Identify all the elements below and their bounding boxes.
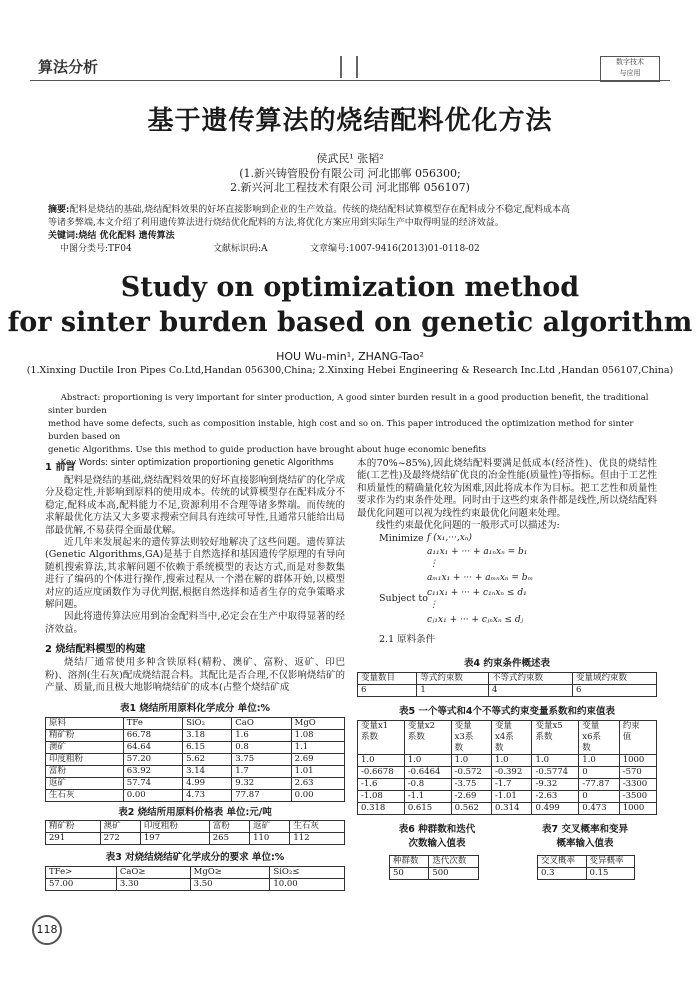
table6-caption-1: 表6 种群数和迭代 bbox=[398, 824, 476, 836]
table-row bbox=[538, 868, 635, 880]
table-cell: 变量 x6系 数 bbox=[579, 721, 619, 755]
affiliation-1: (1.新兴铸管股份有限公司 河北邯郸 056300; bbox=[239, 167, 461, 180]
table-cell: 交叉概率 bbox=[538, 856, 587, 868]
table-cell: 0.314 bbox=[492, 803, 532, 815]
table-cell: 6.15 bbox=[183, 741, 232, 753]
abstract-cn-line2: 等诸多弊端,本文介绍了利用遗传算法进行烧结优化配料的方法,将优化方案应用到实际生产中取得明显的经济效益。 bbox=[48, 218, 504, 228]
table-header-row bbox=[538, 856, 635, 868]
table-row bbox=[46, 789, 345, 801]
table-cell: -0.8 bbox=[404, 779, 451, 791]
table-cell: 印度粗粉 bbox=[46, 753, 124, 765]
table-cell: 富粉 bbox=[209, 820, 249, 832]
table-cell: 澳矿 bbox=[100, 820, 140, 832]
table-cell: TFe bbox=[123, 717, 182, 729]
subsection-2-1: 2.1 原料条件 bbox=[379, 634, 436, 646]
small-tables bbox=[357, 821, 657, 891]
table-cell: 272 bbox=[100, 832, 140, 844]
section-title: 算法分析 bbox=[38, 58, 99, 76]
table-6-block bbox=[377, 821, 497, 880]
table-cell: 63.92 bbox=[123, 765, 182, 777]
keywords-cn: 关键词:烧结 优化配料 遗传算法 bbox=[48, 231, 175, 241]
table-cell: -3500 bbox=[619, 791, 656, 803]
table-cell: 富粉 bbox=[46, 765, 124, 777]
abstract-cn bbox=[48, 204, 658, 256]
right-paragraph-1: 本的70%~85%),因此烧结配料要满足低成本(经济性)、优良的烧结性能(工艺性)及最终烧结矿优良的冶金性能(质量性)等指标。但由于工艺性和质量性的精确量化较为困难,因此将成本作为目标。把工艺性和质量性要求作为约束条件处理。同时由于这些约束条件都是线性,所以烧结配料最优化问题可以视为线性约束最优化问题来处理。 bbox=[357, 458, 657, 519]
left-column bbox=[45, 458, 345, 891]
table-cell: 印度粗粉 bbox=[140, 820, 209, 832]
table-2 bbox=[45, 820, 345, 845]
table-cell: 1000 bbox=[619, 803, 656, 815]
table-cell: -9.32 bbox=[532, 779, 579, 791]
table-cell: -77.87 bbox=[579, 779, 619, 791]
table-cell: -1.6 bbox=[358, 779, 405, 791]
vdots: ⋮ bbox=[429, 559, 438, 570]
table-cell: 77.87 bbox=[232, 789, 291, 801]
table-cell: 变异概率 bbox=[586, 856, 635, 868]
table-cell: -3.75 bbox=[451, 779, 491, 791]
table-cell: 265 bbox=[209, 832, 249, 844]
header-divider bbox=[340, 56, 358, 78]
table-cell: 约束 值 bbox=[619, 721, 656, 755]
table-cell: -3300 bbox=[619, 779, 656, 791]
english-authors: HOU Wu-min¹, ZHANG-Tao² bbox=[276, 350, 424, 363]
table-cell: 64.64 bbox=[123, 741, 182, 753]
table-7 bbox=[537, 855, 635, 880]
abstract-en-line1: Abstract: proportioning is very important for sinter production, A good sinter burden result in a good production benefit, the traditional sinter burden bbox=[48, 393, 649, 416]
abstract-label: 摘要: bbox=[48, 205, 70, 215]
table-cell: 0.00 bbox=[123, 789, 182, 801]
table-cell: 1.01 bbox=[291, 765, 344, 777]
table-cell: 0.562 bbox=[451, 803, 491, 815]
table-cell: 1.1 bbox=[291, 741, 344, 753]
table-row bbox=[358, 767, 657, 779]
table-cell: 1.6 bbox=[232, 729, 291, 741]
inequality-constraint-1: c₁₁x₁ + ··· + c₁ₙxₙ ≤ d₁ bbox=[427, 588, 527, 599]
table-cell: 0.473 bbox=[579, 803, 619, 815]
header-rule bbox=[30, 80, 670, 81]
table-cell: 1.0 bbox=[451, 755, 491, 767]
table7-caption-1: 表7 交叉概率和变异 bbox=[542, 824, 628, 836]
table-cell: 1.7 bbox=[232, 765, 291, 777]
clc-number: 中图分类号:TF04 bbox=[60, 244, 132, 254]
table-cell: 0.499 bbox=[532, 803, 579, 815]
keywords-en: Key Words: sinter optimization proportioning genetic Algorithms bbox=[60, 458, 334, 468]
english-affiliation: (1.Xinxing Ductile Iron Pipes Co.Ltd,Handan 056300,China; 2.Xinxing Hebei Engineering & Research Inc.Ltd ,Handan 056107,China) bbox=[26, 365, 674, 376]
table-cell: -570 bbox=[619, 767, 656, 779]
table-cell: 变量x5 系数 bbox=[532, 721, 579, 755]
section-1-heading: 1 前言 bbox=[45, 462, 76, 473]
right-column bbox=[357, 458, 657, 891]
lp-formulation bbox=[357, 533, 657, 645]
table-cell: 种群数 bbox=[390, 856, 429, 868]
table-cell: 3.75 bbox=[232, 753, 291, 765]
table-cell: 197 bbox=[140, 832, 209, 844]
table-cell: 0 bbox=[579, 791, 619, 803]
table-cell: 变量 x3系 数 bbox=[451, 721, 491, 755]
table-cell: 等式约束数 bbox=[417, 673, 489, 685]
table-cell: TFe> bbox=[46, 866, 117, 878]
table-row bbox=[46, 832, 345, 844]
english-title-line2: for sinter burden based on genetic algorithm bbox=[7, 307, 693, 338]
table-cell: 57.74 bbox=[123, 777, 182, 789]
table-cell: 0 bbox=[579, 767, 619, 779]
table-cell: -1.1 bbox=[404, 791, 451, 803]
table-cell: -2.63 bbox=[532, 791, 579, 803]
minimize-label: Minimize bbox=[379, 533, 424, 545]
brand-line-2: 与应用 bbox=[619, 69, 641, 77]
table-row bbox=[390, 868, 479, 880]
table-cell: 112 bbox=[290, 832, 345, 844]
table-3 bbox=[45, 866, 345, 891]
table-cell: 3.30 bbox=[116, 878, 190, 890]
subject-to-label: Subject to bbox=[379, 593, 428, 605]
page-number: 118 bbox=[36, 923, 58, 936]
sec2-paragraph-1: 烧结厂通常使用多种含铁原料(精粉、澳矿、富粉、返矿、印巴粉)、溶剂(生石灰)配成烧结混合料。其配比是否合理,不仅影响烧结矿的产量、质量,而且极大地影响烧结矿的成本(占整个烧结矿成 bbox=[45, 657, 345, 694]
affiliation-2: 2.新兴河北工程技术有限公司 河北邯郸 056107) bbox=[230, 181, 470, 194]
brand-line-1: 数字技术 bbox=[616, 58, 644, 66]
table-cell: 变量 x4系 数 bbox=[492, 721, 532, 755]
table6-caption-2: 次数输入值表 bbox=[408, 838, 466, 850]
table-cell: 澳矿 bbox=[46, 741, 124, 753]
table-row bbox=[46, 741, 345, 753]
table-cell: 1.08 bbox=[291, 729, 344, 741]
table-cell: 变量x1 系数 bbox=[358, 721, 405, 755]
table-header-row bbox=[46, 820, 345, 832]
table-cell: 4.73 bbox=[183, 789, 232, 801]
table-cell: MgO≥ bbox=[190, 866, 270, 878]
english-title-line1: Study on optimization method bbox=[120, 272, 580, 303]
table-cell: 500 bbox=[429, 868, 479, 880]
table-cell: 1.0 bbox=[492, 755, 532, 767]
table-row bbox=[358, 685, 657, 697]
table-cell: -1.01 bbox=[492, 791, 532, 803]
table-cell: 57.00 bbox=[46, 878, 117, 890]
table-row bbox=[46, 777, 345, 789]
table-cell: 0.615 bbox=[404, 803, 451, 815]
table-cell: 原料 bbox=[46, 717, 124, 729]
table-1 bbox=[45, 717, 345, 802]
sec1-paragraph-3: 因此将遗传算法应用到冶金配料当中,必定会在生产中取得显著的经济效益。 bbox=[45, 611, 345, 635]
table-7-block bbox=[525, 821, 645, 880]
table-cell: -0.572 bbox=[451, 767, 491, 779]
table-cell: SiO₂ bbox=[183, 717, 232, 729]
table-cell: -0.392 bbox=[492, 767, 532, 779]
table-header-row bbox=[358, 673, 657, 685]
table-row bbox=[358, 755, 657, 767]
table-cell: 精矿粉 bbox=[46, 729, 124, 741]
table1-caption: 表1 烧结所用原料化学成分 单位:% bbox=[119, 702, 271, 714]
table-cell: 2.69 bbox=[291, 753, 344, 765]
table-cell: 1.0 bbox=[358, 755, 405, 767]
table-cell: -0.6464 bbox=[404, 767, 451, 779]
table-cell: 生石灰 bbox=[290, 820, 345, 832]
table-cell: 291 bbox=[46, 832, 101, 844]
table-cell: 1 bbox=[417, 685, 489, 697]
table-cell: 生石灰 bbox=[46, 789, 124, 801]
table-cell: 110 bbox=[250, 832, 290, 844]
paper-title: 基于遗传算法的烧结配料优化方法 bbox=[147, 106, 553, 136]
objective-function: f (x₁,···,xₙ) bbox=[427, 533, 472, 544]
table-cell: 4 bbox=[489, 685, 573, 697]
table-row bbox=[46, 765, 345, 777]
table-cell: 1.0 bbox=[532, 755, 579, 767]
equality-constraint-1: a₁₁x₁ + ··· + a₁ₙxₙ = b₁ bbox=[427, 547, 528, 558]
table-cell: 6 bbox=[573, 685, 657, 697]
table-cell: 返矿 bbox=[46, 777, 124, 789]
table-row bbox=[358, 791, 657, 803]
table-cell: 返矿 bbox=[250, 820, 290, 832]
table-cell: 1.0 bbox=[404, 755, 451, 767]
table-cell: 10.00 bbox=[270, 878, 345, 890]
vdots: ⋮ bbox=[429, 600, 438, 611]
table-cell: 1.0 bbox=[579, 755, 619, 767]
abstract-en-line2: method have some defects, such as composition instable, high cost and so on. This paper introduced the optimization method for sinter burden based on bbox=[48, 419, 634, 442]
table-cell: CaO bbox=[232, 717, 291, 729]
table-cell: MgO bbox=[291, 717, 344, 729]
table-cell: 变量x2 系数 bbox=[404, 721, 451, 755]
table-cell: CaO≥ bbox=[116, 866, 190, 878]
table-cell: 0.8 bbox=[232, 741, 291, 753]
page-number-badge bbox=[32, 915, 62, 945]
inequality-constraint-j: cⱼ₁x₁ + ··· + cⱼₙxₙ ≤ dⱼ bbox=[427, 615, 524, 626]
table-row bbox=[358, 803, 657, 815]
table-cell: 0.15 bbox=[586, 868, 635, 880]
table-row bbox=[46, 729, 345, 741]
table-cell: -2.69 bbox=[451, 791, 491, 803]
table-cell: 50 bbox=[390, 868, 429, 880]
table-cell: SiO₂≤ bbox=[270, 866, 345, 878]
table-cell: 1000 bbox=[619, 755, 656, 767]
abstract-en-line3: genetic Algorithms. Use this method to guide production have brought about huge economic benefits bbox=[48, 445, 487, 455]
table-cell: 3.18 bbox=[183, 729, 232, 741]
table-cell: 4.99 bbox=[183, 777, 232, 789]
table-cell: -1.08 bbox=[358, 791, 405, 803]
table-cell: 变量域约束数 bbox=[573, 673, 657, 685]
table-cell: -0.5774 bbox=[532, 767, 579, 779]
table-4 bbox=[357, 672, 657, 697]
table-cell: 5.62 bbox=[183, 753, 232, 765]
table-cell: 变量数目 bbox=[358, 673, 417, 685]
doc-code: 文献标识码:A bbox=[213, 244, 268, 254]
table-header-row bbox=[390, 856, 479, 868]
table-cell: 0.00 bbox=[291, 789, 344, 801]
table-header-row bbox=[358, 721, 657, 755]
table-cell: 迭代次数 bbox=[429, 856, 479, 868]
table-cell: 0.3 bbox=[538, 868, 587, 880]
table5-caption: 表5 一个等式和4个不等式约束变量系数和约束值表 bbox=[398, 706, 616, 718]
table-header-row bbox=[46, 717, 345, 729]
table-cell: 66.78 bbox=[123, 729, 182, 741]
table-cell: 3.14 bbox=[183, 765, 232, 777]
table-cell: 2.63 bbox=[291, 777, 344, 789]
table3-caption: 表3 对烧结烧结矿化学成分的要求 单位:% bbox=[105, 851, 285, 863]
table-cell: 9.32 bbox=[232, 777, 291, 789]
table-5 bbox=[357, 720, 657, 815]
authors: 侯武民¹ 张韬² bbox=[316, 152, 384, 165]
equality-constraint-m: aₘ₁x₁ + ··· + aₘₙxₙ = bₘ bbox=[427, 573, 534, 584]
section-2-heading: 2 烧结配料模型的构建 bbox=[45, 644, 146, 656]
table-cell: 精矿粉 bbox=[46, 820, 101, 832]
table-cell: 6 bbox=[358, 685, 417, 697]
table-cell: 57.20 bbox=[123, 753, 182, 765]
table-cell: 不等式约束数 bbox=[489, 673, 573, 685]
table-cell: -0.6678 bbox=[358, 767, 405, 779]
table2-caption: 表2 烧结所用原料价格表 单位:元/吨 bbox=[118, 806, 272, 818]
table7-caption-2: 概率输入值表 bbox=[556, 838, 614, 850]
table-row bbox=[46, 878, 345, 890]
table4-caption: 表4 约束条件概述表 bbox=[464, 658, 550, 670]
journal-logo bbox=[600, 56, 660, 82]
table-row bbox=[46, 753, 345, 765]
table-row bbox=[358, 779, 657, 791]
sec1-paragraph-2: 近几年来发展起来的遗传算法则较好地解决了这些问题。遗传算法(Genetic Algorithms,GA)是基于自然选择和基因遗传学原理的有导向随机搜索算法,其求解问题不依赖于系统模型的表达方式,而是对参数集进行了编码的个体进行操作,搜索过程从一个潜在解的群体开始,以模型对应的适应度函数作为寻优判据,根据自然选择和适者生存的竞争策略求解问题。 bbox=[45, 537, 345, 611]
article-number: 文章编号:1007-9416(2013)01-0118-02 bbox=[310, 244, 480, 254]
right-paragraph-2: 线性约束最优化问题的一般形式可以描述为: bbox=[376, 520, 560, 532]
table-cell: 3.50 bbox=[190, 878, 270, 890]
table-header-row bbox=[46, 866, 345, 878]
table-cell: -1.7 bbox=[492, 779, 532, 791]
abstract-cn-line1: 配料是烧结的基础,烧结配料效果的好坏直接影响到企业的生产效益。传统的烧结配料试算模型存在配料成分不稳定,配料成本高 bbox=[69, 205, 571, 215]
table-cell: 0.318 bbox=[358, 803, 405, 815]
sec1-paragraph-1: 配料是烧结的基础,烧结配料效果的好坏直接影响到烧结矿的化学成分及稳定性,并影响到原料的使用成本。传统的试算模型存在配料成分不稳定,配料成本高,配料能力不足,资源利用不合理等诸多弊端。而传统的求解最优化方法又大多要求搜索空间具有连续可导性,且通常只能给出局部最优解,不易获得全面最优解。 bbox=[45, 475, 345, 536]
table-6 bbox=[389, 855, 479, 880]
